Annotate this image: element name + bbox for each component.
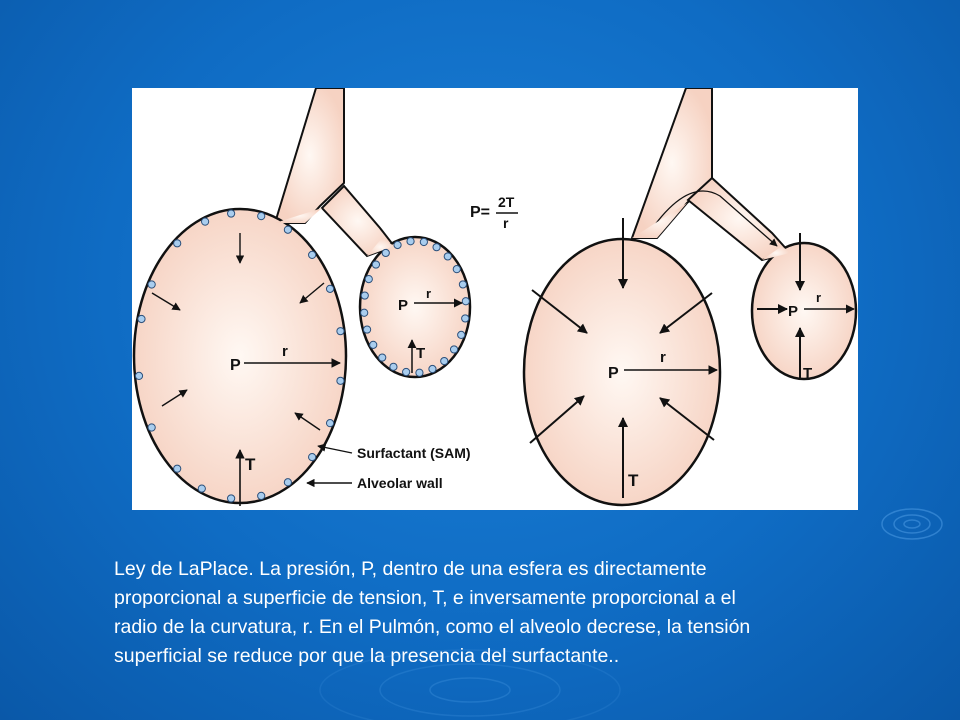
surfactant-dot (148, 281, 155, 288)
surfactant-dot (361, 309, 368, 316)
tension-label-right-large: T (628, 471, 639, 490)
surfactant-dot (284, 226, 291, 233)
surfactant-dot (309, 251, 316, 258)
surfactant-dot (453, 266, 460, 273)
surfactant-dot (450, 346, 457, 353)
surfactant-dot (394, 241, 401, 248)
surfactant-dot (174, 465, 181, 472)
alveolar-wall-callout: Alveolar wall (357, 475, 443, 491)
surfactant-dot (459, 281, 466, 288)
surfactant-dot (309, 454, 316, 461)
surfactant-dot (462, 298, 469, 305)
left-small-alveolus (360, 237, 470, 377)
tension-label-right-small: T (803, 365, 813, 382)
surfactant-dot (326, 420, 333, 427)
surfactant-dot (202, 218, 209, 225)
surfactant-dot (138, 315, 145, 322)
surfactant-dot (363, 326, 370, 333)
surfactant-dot (458, 331, 465, 338)
pressure-label-large: P (230, 357, 241, 374)
surfactant-dot (337, 377, 344, 384)
left-airway-diagram (134, 88, 471, 506)
surfactant-dot (407, 238, 414, 245)
surfactant-dot (148, 424, 155, 431)
surfactant-dot (441, 357, 448, 364)
surfactant-dot (228, 210, 235, 217)
surfactant-dot (174, 240, 181, 247)
caption-line: superficial se reduce por que la presencia del surfactante.. (114, 645, 620, 667)
surfactant-dot (403, 368, 410, 375)
radius-label-small: r (426, 286, 432, 301)
caption (114, 555, 904, 671)
pressure-label-small: P (398, 297, 409, 314)
tension-label-large: T (245, 455, 256, 474)
surfactant-dot (365, 276, 372, 283)
surfactant-dot (258, 213, 265, 220)
radius-label-large: r (282, 343, 288, 360)
caption-line: radio de la curvatura, r. En el Pulmón, como el alveolo decrese, la tensión (114, 616, 751, 638)
surfactant-dot (326, 285, 333, 292)
surfactant-dot (420, 238, 427, 245)
surfactant-dot (416, 369, 423, 376)
surfactant-dot (444, 253, 451, 260)
surfactant-dot (370, 341, 377, 348)
surfactant-dot (258, 492, 265, 499)
surfactant-dot (135, 372, 142, 379)
formula-denominator: r (503, 215, 509, 231)
laplace-figure (132, 88, 858, 510)
right-airway-diagram (524, 88, 856, 505)
surfactant-dot (228, 495, 235, 502)
surfactant-dot (433, 244, 440, 251)
tension-label-small: T (416, 345, 426, 362)
pressure-label-right-large: P (608, 365, 619, 382)
laplace-diagram (132, 88, 858, 510)
surfactant-dot (462, 315, 469, 322)
right-small-alveolus (752, 243, 856, 379)
caption-line: Ley de LaPlace. La presión, P, dentro de una esfera es directamente (114, 558, 707, 580)
formula-numerator: 2T (498, 194, 515, 210)
surfactant-dot (337, 328, 344, 335)
caption-line: proporcional a superficie de tension, T, e inversamente proporcional a el (114, 587, 736, 609)
surfactant-dot (379, 354, 386, 361)
right-small-branch (688, 178, 790, 260)
surfactant-dot (390, 363, 397, 370)
formula-lhs: P= (470, 204, 491, 221)
surfactant-dot (284, 479, 291, 486)
surfactant-dot (372, 261, 379, 268)
radius-label-right-small: r (816, 290, 822, 305)
surfactant-dot (382, 249, 389, 256)
surfactant-dot (361, 292, 368, 299)
pressure-label-right-small: P (788, 303, 799, 320)
radius-label-right-large: r (660, 349, 666, 366)
surfactant-dot (198, 485, 205, 492)
laplace-formula (470, 194, 518, 231)
surfactant-dot (429, 365, 436, 372)
surfactant-callout: Surfactant (SAM) (357, 445, 471, 461)
